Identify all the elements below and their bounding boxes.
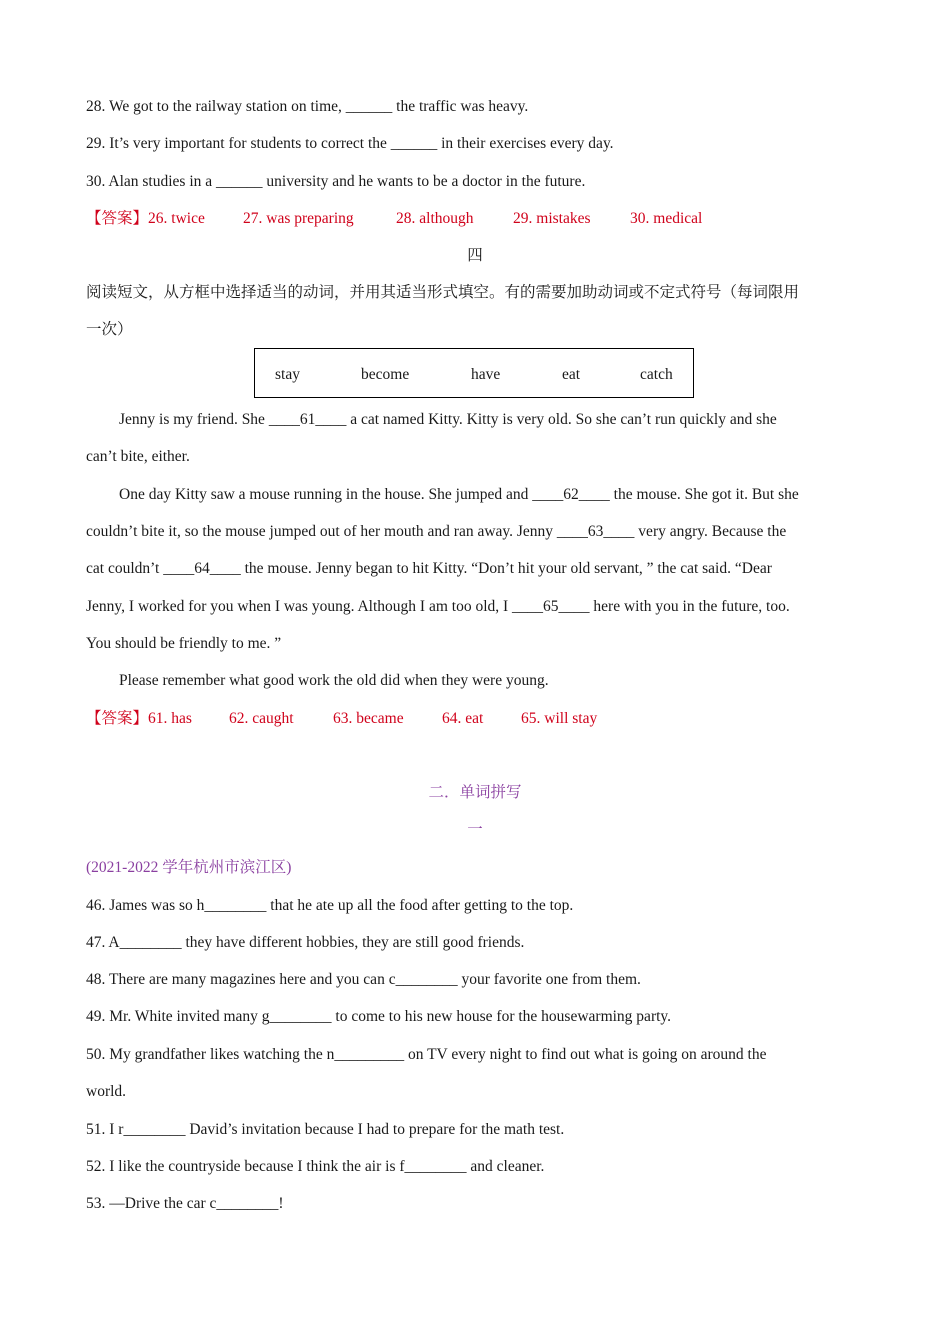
answer-item: 65. will stay xyxy=(521,710,598,727)
spelling-question: 49. Mr. White invited many g________ to come to his new house for the housewarming party. xyxy=(86,1008,672,1025)
answer-line-2 xyxy=(86,709,860,729)
instructions-line-1: 阅读短文，从方框中选择适当的动词，并用其适当形式填空。有的需要加助动词或不定式符号（每词限用 xyxy=(86,284,800,301)
question-30: 30. Alan studies in a ______ university and he wants to be a doctor in the future. xyxy=(86,173,586,190)
passage-line: couldn’t bite it, so the mouse jumped out of her mouth and ran away. Jenny ____63____ very angry. Because the xyxy=(86,523,787,540)
answer-item: 64. eat xyxy=(442,710,484,727)
answer-item: 29. mistakes xyxy=(513,210,591,227)
word-box xyxy=(254,348,694,398)
answer-item: 26. twice xyxy=(148,210,205,227)
spelling-question: 47. A________ they have different hobbies, they are still good friends. xyxy=(86,934,525,951)
source-note: (2021-2022 学年杭州市滨江区) xyxy=(86,859,292,876)
instructions-line-2: 一次） xyxy=(86,321,133,338)
answer-item: 63. became xyxy=(333,710,404,727)
answer-item: 62. caught xyxy=(229,710,294,727)
word-option: have xyxy=(471,366,501,383)
spelling-question: world. xyxy=(86,1083,127,1100)
word-option: catch xyxy=(640,366,673,383)
sub-heading: 一 xyxy=(467,821,483,838)
passage-line: cat couldn’t ____64____ the mouse. Jenny began to hit Kitty. “Don’t hit your old servant, ” the cat said. “Dear xyxy=(86,560,772,577)
part-heading: 二．单词拼写 xyxy=(428,784,522,801)
answer-item: 27. was preparing xyxy=(243,210,354,227)
spelling-question: 46. James was so h________ that he ate up all the food after getting to the top. xyxy=(86,897,574,914)
passage-line: can’t bite, either. xyxy=(86,448,190,465)
spelling-question: 51. I r________ David’s invitation because I had to prepare for the math test. xyxy=(86,1121,565,1138)
word-option: stay xyxy=(275,366,300,383)
section-heading-4: 四 xyxy=(467,247,483,264)
answer-item: 28. although xyxy=(396,210,474,227)
answer-item: 30. medical xyxy=(630,210,703,227)
question-28: 28. We got to the railway station on time, ______ the traffic was heavy. xyxy=(86,98,529,115)
spelling-question: 53. —Drive the car c________! xyxy=(86,1195,284,1212)
passage-line: Jenny is my friend. She ____61____ a cat named Kitty. Kitty is very old. So she can’t run quickly and she xyxy=(119,411,777,428)
passage-line: Jenny, I worked for you when I was young. Although I am too old, I ____65____ here with you in the future, too. xyxy=(86,598,790,615)
word-option: become xyxy=(361,366,410,383)
passage-line: You should be friendly to me. ” xyxy=(86,635,282,652)
spelling-question: 50. My grandfather likes watching the n_________ on TV every night to find out what is going on around the xyxy=(86,1046,767,1063)
answer-label: 【答案】 xyxy=(86,710,149,727)
question-29: 29. It’s very important for students to correct the ______ in their exercises every day. xyxy=(86,135,614,152)
passage-line: Please remember what good work the old did when they were young. xyxy=(119,672,549,689)
answer-line-1 xyxy=(86,209,860,229)
spelling-question: 52. I like the countryside because I think the air is f________ and cleaner. xyxy=(86,1158,545,1175)
answer-label: 【答案】 xyxy=(86,210,149,227)
passage-line: One day Kitty saw a mouse running in the house. She jumped and ____62____ the mouse. She got it. But she xyxy=(119,486,799,503)
spelling-question: 48. There are many magazines here and you can c________ your favorite one from them. xyxy=(86,971,641,988)
word-option: eat xyxy=(562,366,581,383)
answer-item: 61. has xyxy=(148,710,192,727)
